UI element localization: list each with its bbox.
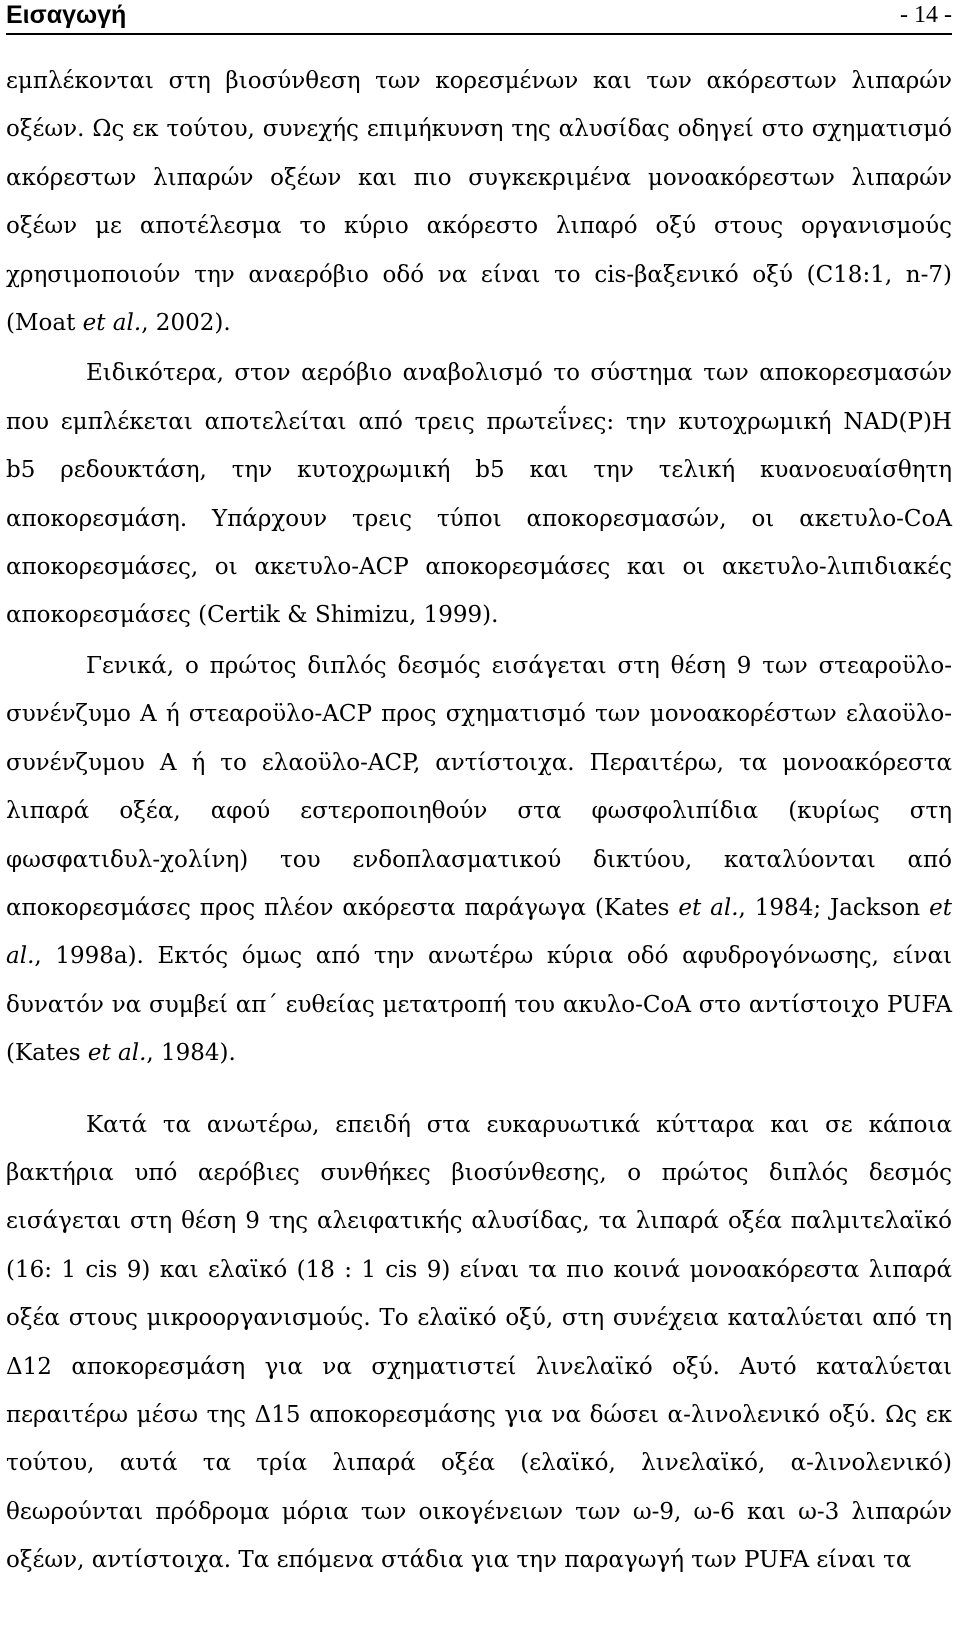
paragraph: [6, 349, 952, 639]
text-run: , 1998a). Εκτός όμως από την ανωτέρω κύρια οδό αφυδρογόνωσης, είναι δυνατόν να συμβεί απ΄ ευθείας μετατροπή του ακυλο-CoA στο αντίστοιχο PUFA (Kates: [6, 943, 952, 1067]
text-run: , 1984).: [146, 1040, 236, 1067]
citation-italic: et al.: [82, 310, 142, 337]
citation-italic: et al.: [87, 1040, 147, 1067]
text-run: Γενικά, ο πρώτος διπλός δεσμός εισάγεται στη θέση 9 των στεαροϋλο-συνένζυμο Α ή στεαροϋλο-ACP προς σχηματισμό των μονοακορέστων ελαοϋλο-συνένζυμου Α ή το ελαοϋλο-ACP, αντίστοιχα. Περαιτέρω, τα μονοακόρεστα λιπαρά οξέα, αφού εστεροποιηθούν στα φωσφολιπίδια (κυρίως στη φωσφατιδυλ-χολίνη) του ενδοπλασματικού δικτύου, καταλύονται από αποκορεσμάσες προς πλέον ακόρεστα παράγωγα (Kates: [6, 652, 952, 921]
text-run: εμπλέκονται στη βιοσύνθεση των κορεσμένων και των ακόρεστων λιπαρών οξέων. Ως εκ τούτου, συνεχής επιμήκυνση της αλυσίδας οδηγεί στο σχηματισμό ακόρεστων λιπαρών οξέων και πιο συγκεκριμένα μονοακόρεστων λιπαρών οξέων με αποτέλεσμα το κύριο ακόρεστο λιπαρό οξύ στους οργανισμούς χρησιμοποιούν την αναερόβιο οδό να είναι το cis-βαξενικό οξύ (C18:1, n-7) (Moat: [6, 68, 952, 337]
text-run: , 2002).: [141, 310, 231, 337]
citation-italic: et al.: [6, 894, 953, 970]
document-body: [6, 57, 952, 1585]
paragraph: [6, 642, 952, 1078]
text-run: , 1984; Jackson: [738, 894, 930, 921]
paragraph: [6, 57, 952, 347]
paragraph: [6, 1101, 952, 1585]
text-run: Κατά τα ανωτέρω, επειδή στα ευκαρυωτικά κύτταρα και σε κάποια βακτήρια υπό αερόβιες συνθήκες βιοσύνθεσης, ο πρώτος διπλός δεσμός εισάγεται στη θέση 9 της αλειφατικής αλυσίδας, τα λιπαρά οξέα παλμιτελαϊκό (16: 1 cis 9) και ελαϊκό (18 : 1 cis 9) είναι τα πιο κοινά μονοακόρεστα λιπαρά οξέα στους μικροοργανισμούς. Το ελαϊκό οξύ, στη συνέχεια καταλύεται από τη Δ12 αποκορεσμάση για να σχηματιστεί λινελαϊκό οξύ. Αυτό καταλύεται περαιτέρω μέσω της Δ15 αποκορεσμάσης για να δώσει α-λινολενικό οξύ. Ως εκ τούτου, αυτά τα τρία λιπαρά οξέα (ελαϊκό, λινελαϊκό, α-λινολενικό) θεωρούνται πρόδρομα μόρια των οικογένειων των ω-9, ω-6 και ω-3 λιπαρών οξέων, αντίστοιχα. Τα επόμενα στάδια για την παραγωγή των PUFA είναι τα: [6, 1111, 952, 1574]
page-number: - 14 -: [900, 2, 952, 28]
text-run: Ειδικότερα, στον αερόβιο αναβολισμό το σύστημα των αποκορεσμασών που εμπλέκεται αποτελείται από τρεις πρωτεΐνες: την κυτοχρωμική NAD(P)H b5 ρεδουκτάση, την κυτοχρωμική b5 και την τελική κυανοευαίσθητη αποκορεσμάση. Υπάρχουν τρεις τύποι αποκορεσμασών, οι ακετυλο-CoA αποκορεσμάσες, οι ακετυλο-ACP αποκορεσμάσες και οι ακετυλο-λιπιδιακές αποκορεσμάσες (Certik & Shimizu, 1999).: [6, 360, 952, 629]
citation-italic: et al.: [678, 894, 739, 921]
page-header: [6, 0, 952, 35]
section-title: Εισαγωγή: [6, 1, 127, 29]
